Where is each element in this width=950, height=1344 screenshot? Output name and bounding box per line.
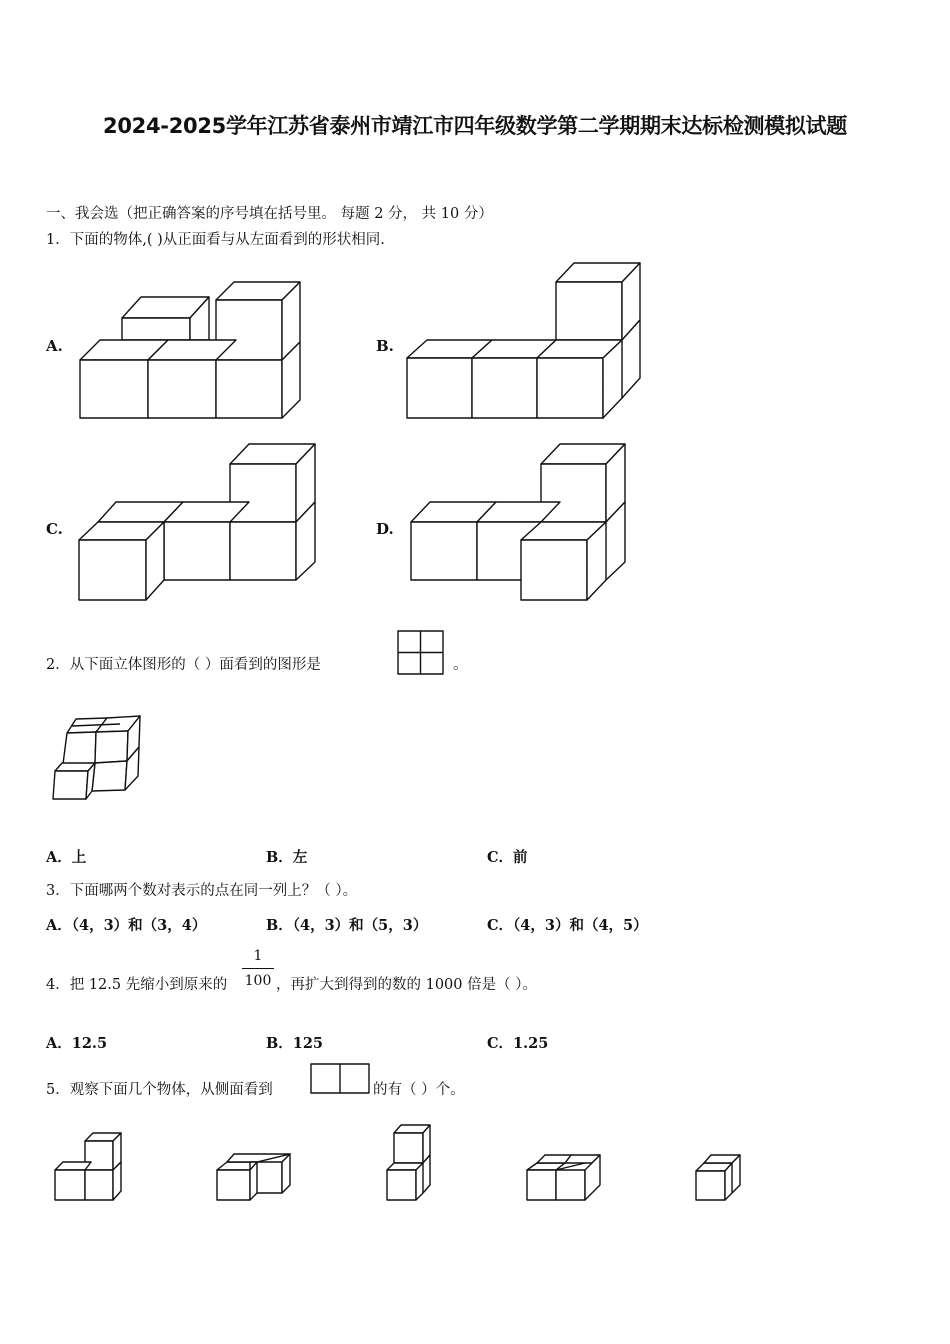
q3-option-a[interactable]: A．（4，3）和（3，4） — [46, 917, 207, 934]
question-2-end: 。 — [453, 657, 468, 673]
fraction-denominator: 100 — [244, 973, 272, 989]
q4-option-b[interactable]: B．125 — [266, 1035, 324, 1052]
q1-option-b-label[interactable]: B. — [376, 337, 394, 355]
page-title: 2024-2025学年江苏省泰州市靖江市四年级数学第二学期期末达标检测模拟试题 — [103, 114, 847, 138]
question-4-text: 4．把 12.5 先缩小到原来的 — [46, 977, 228, 993]
q2-option-c[interactable]: C．前 — [487, 849, 528, 866]
question-3-text: 3．下面哪两个数对表示的点在同一列上？（ ）。 — [46, 883, 358, 899]
q3-option-c[interactable]: C．（4，3）和（4，5） — [487, 917, 648, 934]
question-1-text: 1．下面的物体,( )从正面看与从左面看到的形状相同. — [46, 232, 385, 248]
q4-option-c[interactable]: C．1.25 — [487, 1035, 549, 1052]
question-4-text-continued: ，再扩大到得到的数的 1000 倍是（ ）。 — [276, 977, 537, 993]
question-2-text: 2．从下面立体图形的（ ）面看到的图形是 — [46, 657, 321, 673]
q1-option-a-label[interactable]: A. — [46, 337, 63, 355]
q4-option-a[interactable]: A．12.5 — [46, 1035, 108, 1052]
q3-option-b[interactable]: B．（4，3）和（5，3） — [266, 917, 428, 934]
question-5-text: 5．观察下面几个物体，从侧面看到 — [46, 1082, 273, 1098]
fraction-numerator: 1 — [242, 944, 274, 969]
section-heading: 一、我会选（把正确答案的序号填在括号里。 每题 2 分， 共 10 分） — [46, 206, 493, 222]
question-5-text-continued: 的有（ ）个。 — [373, 1082, 465, 1098]
q1-option-c-label[interactable]: C. — [46, 520, 63, 538]
q1-option-d-label[interactable]: D. — [376, 520, 394, 538]
q2-option-a[interactable]: A．上 — [46, 849, 87, 866]
q2-option-b[interactable]: B．左 — [266, 849, 308, 866]
